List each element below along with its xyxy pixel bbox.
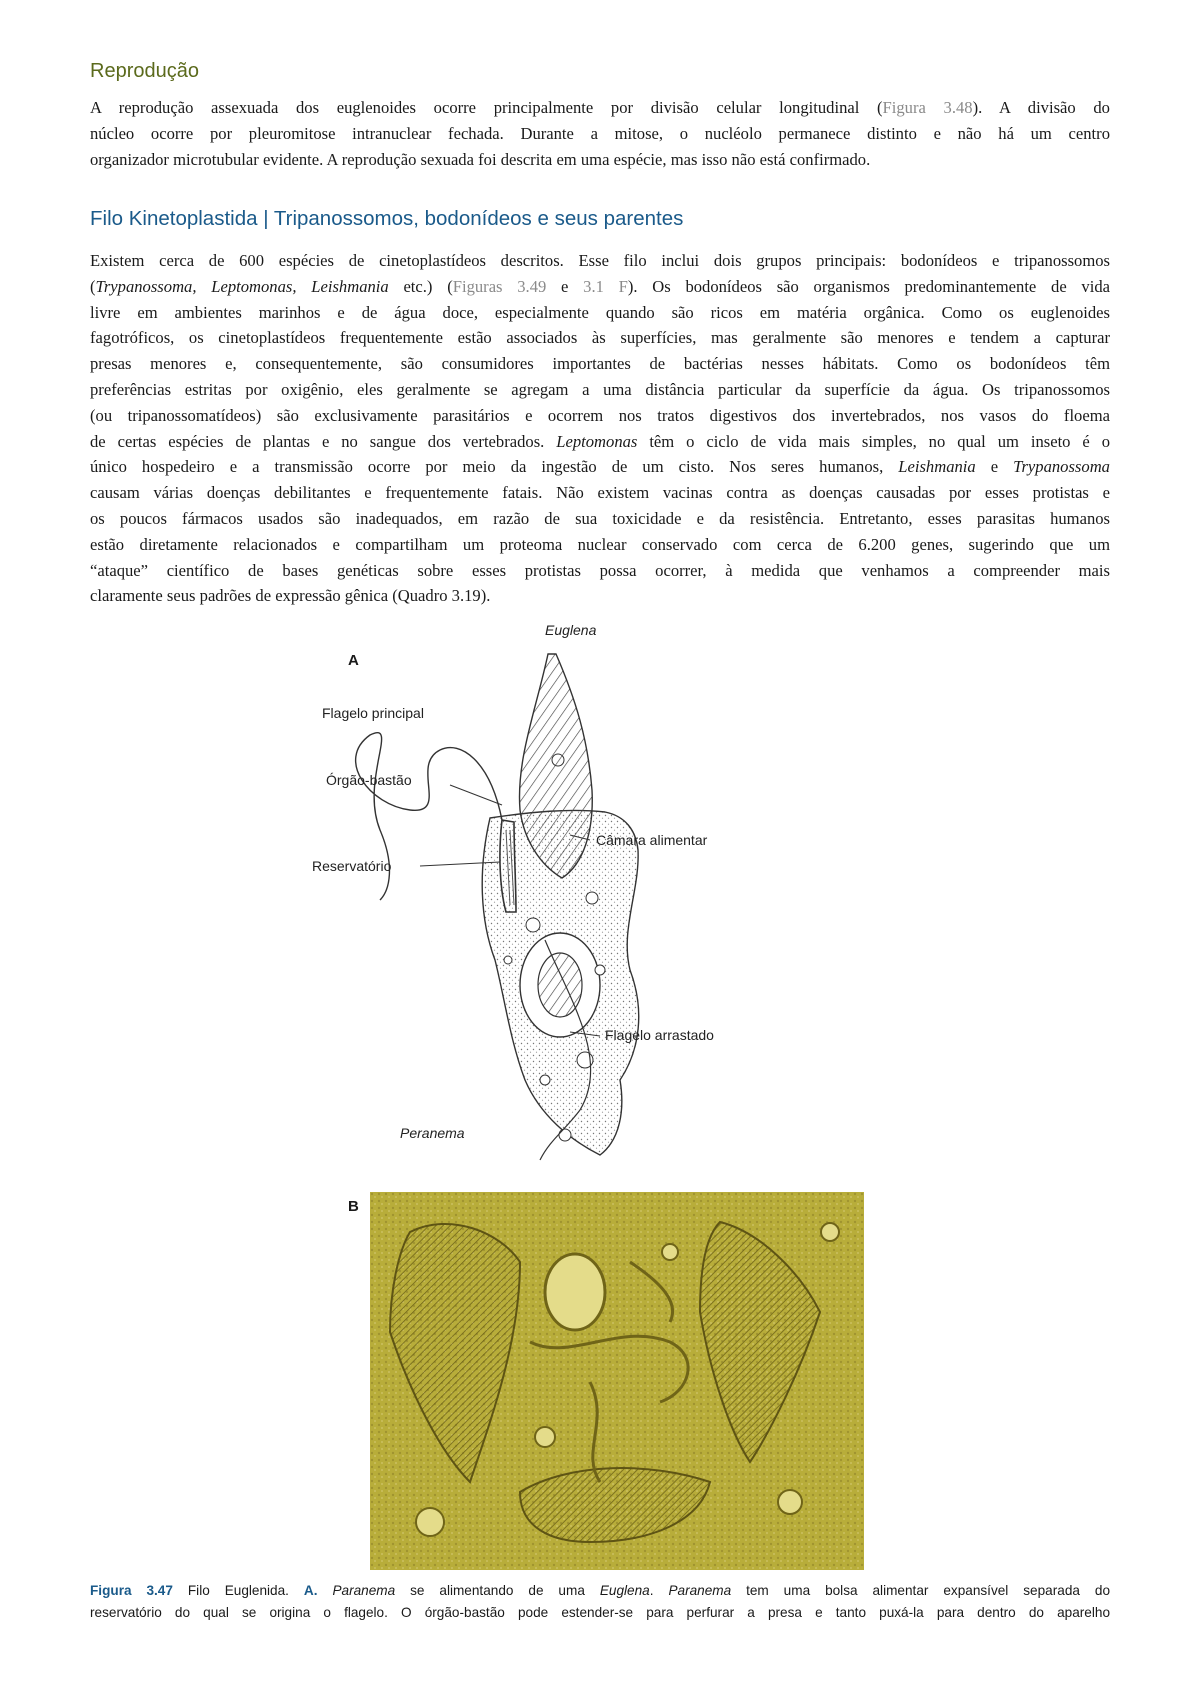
text-line: os poucos fármacos usados são inadequados, em razão de sua toxicidade e da resistência. Entretanto, esses parasitas humanos	[90, 508, 1110, 528]
label-reservatorio: Reservatório	[312, 858, 392, 874]
caption-panel-ref: A.	[303, 1583, 318, 1598]
taxon-name: Leptomonas	[556, 431, 638, 451]
flagelo-principal	[356, 733, 502, 900]
caption-line	[90, 1580, 1110, 1602]
text-line: estão diretamente relacionados e compartilham um proteoma nuclear conservado com cerca de 6.200 genes, sugerindo que um	[90, 534, 1110, 554]
text-line: organizador microtubular evidente. A reprodução sexuada foi descrita em uma espécie, mas isso não está confirmado.	[90, 149, 871, 169]
text-line	[90, 454, 1110, 480]
section-heading-reproducao: Reprodução	[90, 60, 199, 82]
taxon-names: Trypanossoma, Leptomonas, Leishmania	[95, 276, 389, 296]
panel-label-a: A	[348, 652, 359, 669]
text-span: etc.) (	[388, 276, 453, 296]
text-line: Existem cerca de 600 espécies de cinetoplastídeos descritos. Esse filo inclui dois grupos principais: bodonídeos e tripanossomos	[90, 251, 1110, 270]
panel-label-b: B	[348, 1198, 359, 1215]
figure-reference-link[interactable]: 3.1 F	[583, 276, 628, 296]
text-span: ). A divisão do	[972, 98, 1110, 117]
label-camara-alimentar: Câmara alimentar	[596, 832, 708, 848]
paragraph-kinetoplastida	[90, 248, 1110, 609]
text-span: e	[546, 276, 584, 296]
text-span	[318, 1583, 333, 1598]
text-line	[90, 274, 1110, 300]
label-peranema: Peranema	[400, 1125, 465, 1141]
text-line: fagotróficos, os cinetoplastídeos frequentemente estão associados às superfícies, mas geralmente são menores e tendem a capturar	[90, 328, 1110, 348]
text-line	[90, 429, 1110, 455]
caption-label: Figura 3.47	[90, 1583, 173, 1598]
text-span: tem uma bolsa alimentar expansível separada do	[731, 1583, 1111, 1598]
text-span: (	[90, 276, 96, 296]
text-line: claramente seus padrões de expressão gênica (Quadro 3.19).	[90, 586, 491, 606]
text-line: preferências estritas por oxigênio, eles geralmente se agregam a uma distância particular da superfície da água. Os tripanossomos	[90, 379, 1110, 399]
figure-a-illustration	[312, 622, 800, 1170]
text-line: causam várias doenças debilitantes e frequentemente fatais. Não existem vacinas contra as doenças causadas por esses protistas e	[90, 483, 1110, 503]
figure-reference-link[interactable]: Figura 3.48	[882, 98, 973, 117]
text-span: ). Os bodonídeos são organismos predominantemente de vida	[627, 276, 1110, 296]
label-flagelo-principal: Flagelo principal	[322, 705, 424, 721]
text-line: livre em ambientes marinhos e de água doce, especialmente quando são ricos em matéria orgânica. Como os euglenoides	[90, 302, 1110, 322]
text-line: (ou tripanossomatídeos) são exclusivamente parasitários e ocorrem nos tratos digestivos dos invertebrados, nos vasos do floema	[90, 405, 1110, 425]
taxon-name: Paranema	[668, 1583, 732, 1598]
figure-reference-link[interactable]: Figuras 3.49	[452, 276, 547, 296]
label-flagelo-arrastado: Flagelo arrastado	[605, 1027, 714, 1043]
text-span: de certas espécies de plantas e no sangue dos vertebrados.	[90, 431, 557, 451]
text-span: se alimentando de uma	[395, 1583, 600, 1598]
taxon-name: Euglena	[599, 1583, 650, 1598]
label-orgao-bastao: Órgão-bastão	[326, 772, 412, 788]
taxon-name: Leishmania	[898, 457, 976, 477]
taxon-name: Paranema	[332, 1583, 396, 1598]
figure-b-micrograph	[370, 1192, 864, 1570]
caption-line: reservatório do qual se origina o flagelo. O órgão-bastão pode estender-se para perfurar a presa e tanto puxá-la para dentro do aparelho	[90, 1605, 1110, 1620]
figure-caption	[90, 1580, 1110, 1624]
text-span: têm o ciclo de vida mais simples, no qual um inseto é o	[637, 431, 1111, 451]
text-line: “ataque” científico de bases genéticas sobre esses protistas possa ocorrer, à medida que venhamos a compreender mais	[90, 560, 1110, 580]
text-span: A reprodução assexuada dos euglenoides ocorre principalmente por divisão celular longitudinal (	[90, 98, 883, 117]
taxon-name: Trypanossoma	[1013, 457, 1110, 477]
peranema-euglena-drawing	[312, 622, 800, 1170]
text-span: .	[649, 1583, 669, 1598]
text-line: presas menores e, consequentemente, são consumidores importantes de bactérias nesses hábitats. Como os bodonídeos têm	[90, 354, 1110, 374]
micrograph-image	[370, 1192, 864, 1570]
label-euglena: Euglena	[545, 622, 597, 638]
text-line	[90, 95, 1110, 121]
text-line: núcleo ocorre por pleuromitose intranuclear fechada. Durante a mitose, o nucléolo permanece distinto e não há um centro	[90, 123, 1110, 143]
text-span: e	[975, 457, 1014, 477]
text-span: Filo Euglenida.	[172, 1583, 304, 1598]
paragraph-reproducao	[90, 95, 1110, 172]
section-heading-kinetoplastida: Filo Kinetoplastida | Tripanossomos, bodonídeos e seus parentes	[90, 207, 684, 230]
text-span: único hospedeiro e a transmissão ocorre por meio da ingestão de um cisto. Nos seres humanos,	[90, 457, 899, 477]
